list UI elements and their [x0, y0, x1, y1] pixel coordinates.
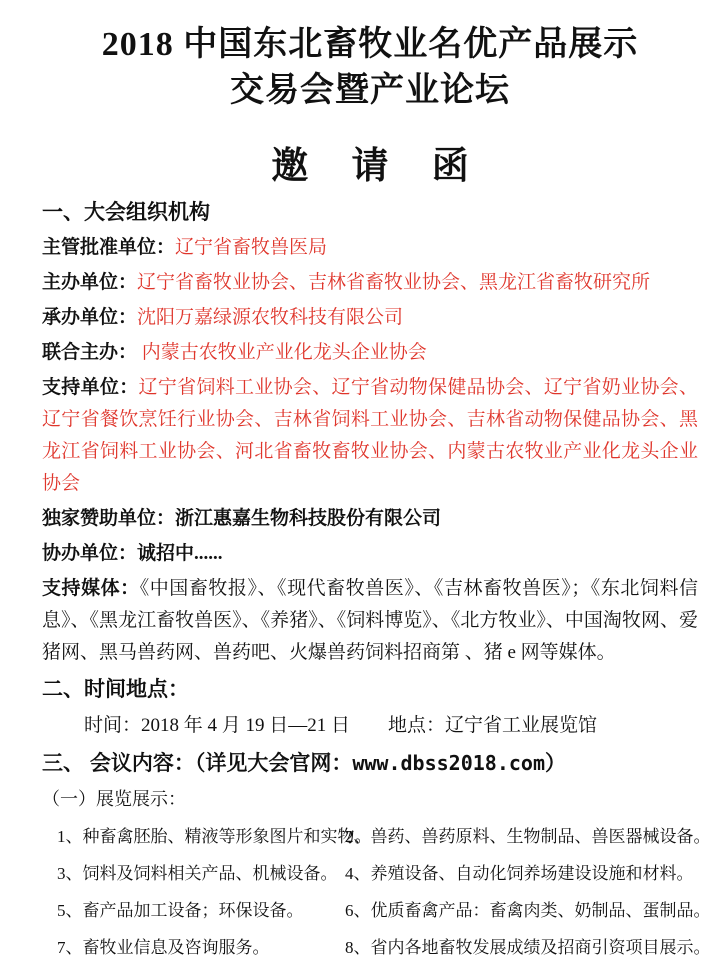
- org-item-organizer: [42, 302, 698, 334]
- organization-section: [42, 198, 698, 669]
- org-item-value: 《中国畜牧报》、《现代畜牧兽医》、《吉林畜牧兽医》；《东北饲料信息》、《黑龙江畜牧兽医》、《养猪》、《饲料博览》、《北方牧业》、中国淘牧网、爱猪网、黑马兽药网、兽药吧、火爆兽药饲料招商第 、猪 e 网等媒体。: [42, 578, 698, 663]
- exhibition-list: [42, 818, 711, 966]
- invitation-heading: 邀 请 函: [271, 146, 469, 187]
- list-item: [42, 855, 698, 892]
- org-item-label: 主管批准单位：: [42, 237, 176, 258]
- org-item-value: 辽宁省畜牧兽医局: [175, 237, 328, 258]
- expo-item-6: 6、优质畜禽产品：畜禽肉类、奶制品、蛋制品。: [345, 901, 711, 920]
- expo-item-4: 4、养殖设备、自动化饲养场建设设施和材料。: [345, 864, 694, 883]
- org-item-label: 主办单位：: [42, 272, 138, 293]
- time-label: 时间：: [84, 715, 142, 736]
- exhibition-subheading: （一）展览展示：: [42, 789, 186, 809]
- org-item-value: 诚招中......: [137, 543, 223, 564]
- expo-item-8: 8、省内各地畜牧发展成绩及招商引资项目展示。: [345, 938, 711, 957]
- org-item-value: 内蒙古农牧业产业化龙头企业协会: [141, 342, 427, 363]
- time-place-line: [42, 709, 698, 742]
- section3-heading-prefix: 三、 会议内容：（详见大会官网：: [42, 752, 353, 775]
- org-item-value: 辽宁省畜牧业协会、吉林省畜牧业协会、黑龙江省畜牧研究所: [137, 272, 651, 293]
- section1-heading: 一、大会组织机构: [42, 201, 210, 224]
- section3-heading: [42, 748, 698, 779]
- list-item: [42, 929, 711, 966]
- org-item-label: 支持媒体：: [42, 578, 140, 599]
- org-item-assist: [42, 538, 698, 570]
- list-item: [42, 892, 711, 929]
- schedule-section: [42, 675, 698, 742]
- org-item-value: 辽宁省饲料工业协会、辽宁省动物保健品协会、辽宁省奶业协会、辽宁省餐饮烹饪行业协会、吉林省饲料工业协会、吉林省动物保健品协会、黑龙江省饲料工业协会、河北省畜牧畜牧业协会、内蒙古农牧业产业化龙头企业协会: [42, 377, 698, 494]
- org-item-sponsor: [42, 503, 698, 535]
- expo-item-3: 3、饲料及饲料相关产品、机械设备。: [57, 864, 338, 883]
- org-item-value: 浙江惠嘉生物科技股份有限公司: [175, 508, 442, 529]
- section3-heading-suffix: ）: [545, 752, 566, 775]
- org-item-label: 独家赞助单位：: [42, 508, 176, 529]
- document-title: [42, 22, 698, 114]
- section2-heading: 二、时间地点：: [42, 678, 189, 701]
- expo-item-2: 2、兽药、兽药原料、生物制品、兽医器械设备。: [345, 827, 711, 846]
- time-value: 2018 年 4 月 19 日—21 日: [141, 715, 351, 736]
- official-website-url: www.dbss2018.com: [352, 751, 545, 775]
- place-value: 辽宁省工业展览馆: [445, 715, 598, 736]
- org-item-host: [42, 267, 698, 299]
- expo-item-5: 5、畜产品加工设备；环保设备。: [57, 901, 304, 920]
- document-title-line2: 交易会暨产业论坛: [230, 72, 510, 109]
- list-item: [42, 818, 711, 855]
- place-label: 地点：: [388, 715, 446, 736]
- org-item-label: 联合主办：: [42, 342, 138, 363]
- content-section: [42, 748, 711, 966]
- org-item-media: [42, 573, 698, 669]
- org-item-label: 承办单位：: [42, 307, 138, 328]
- expo-item-7: 7、畜牧业信息及咨询服务。: [57, 938, 270, 957]
- org-item-approver: [42, 232, 698, 264]
- org-item-value: 沈阳万嘉绿源农牧科技有限公司: [137, 307, 404, 328]
- document-title-line1: 2018 中国东北畜牧业名优产品展示: [101, 26, 639, 63]
- org-item-label: 支持单位：: [42, 377, 139, 398]
- org-item-supporters: [42, 372, 698, 500]
- expo-item-1: 1、种畜禽胚胎、精液等形象图片和实物。: [57, 827, 372, 846]
- org-item-label: 协办单位：: [42, 543, 138, 564]
- org-item-cohost: [42, 337, 698, 369]
